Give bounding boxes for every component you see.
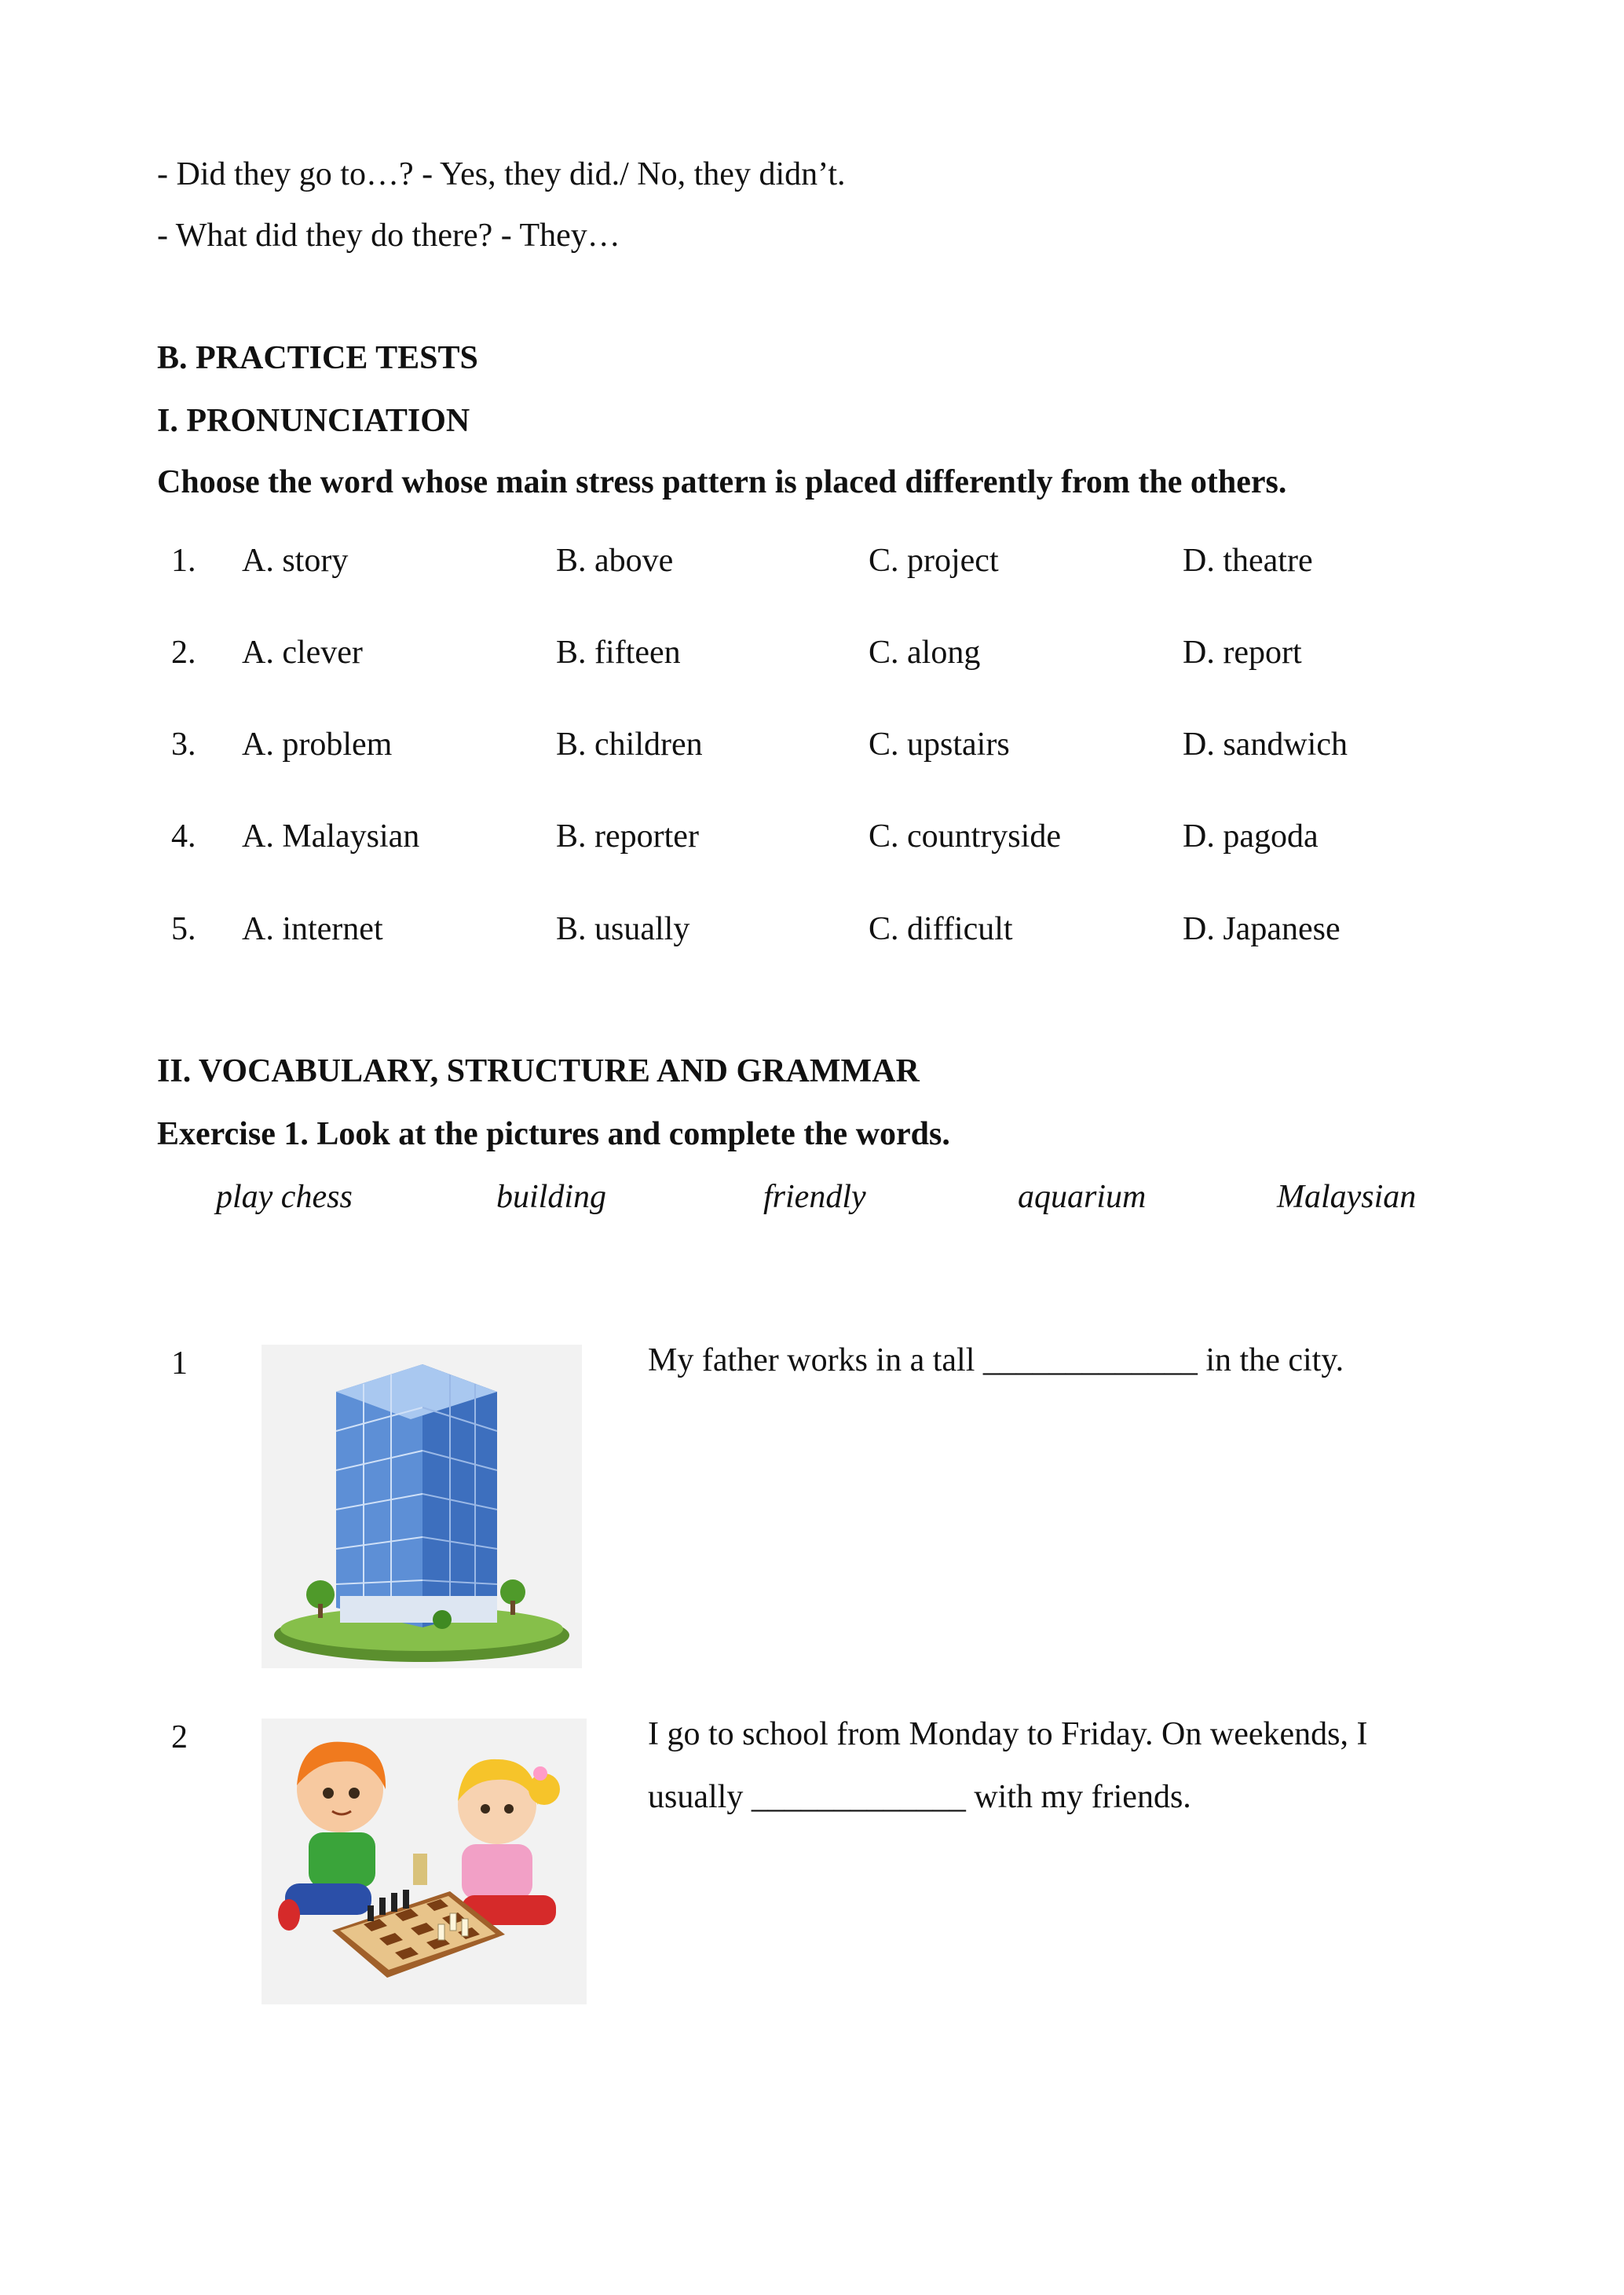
option-a: A. Malaysian bbox=[242, 818, 420, 855]
word-bank-item: friendly bbox=[763, 1179, 866, 1215]
question-number: 4. bbox=[171, 818, 196, 855]
option-b: B. children bbox=[556, 727, 703, 763]
pronunciation-instruction: Choose the word whose main stress pattern is placed differently from the others. bbox=[157, 464, 1287, 500]
question-number: 5. bbox=[171, 911, 196, 947]
option-b: B. usually bbox=[556, 911, 690, 947]
option-d: D. pagoda bbox=[1183, 818, 1319, 855]
option-b: B. reporter bbox=[556, 818, 699, 855]
exercise-item-number: 2 bbox=[171, 1719, 188, 1755]
option-c: C. along bbox=[869, 635, 981, 671]
exercise-item-text: I go to school from Monday to Friday. On weekends, I usually _____________ with my friends. bbox=[648, 1716, 1368, 1815]
option-d: D. report bbox=[1183, 635, 1302, 671]
intro-line-2: - What did they do there? - They… bbox=[157, 218, 620, 254]
option-c: C. countryside bbox=[869, 818, 1061, 855]
question-number: 2. bbox=[171, 635, 196, 671]
vocab-heading: II. VOCABULARY, STRUCTURE AND GRAMMAR bbox=[157, 1053, 920, 1089]
option-c: C. difficult bbox=[869, 911, 1013, 947]
option-a: A. internet bbox=[242, 911, 383, 947]
word-bank-item: aquarium bbox=[1018, 1179, 1147, 1215]
option-d: D. sandwich bbox=[1183, 727, 1348, 763]
option-a: A. story bbox=[242, 543, 349, 579]
option-b: B. above bbox=[556, 543, 674, 579]
section-b-heading: B. PRACTICE TESTS bbox=[157, 340, 478, 376]
option-c: C. upstairs bbox=[869, 727, 1010, 763]
exercise-item-text: My father works in a tall _____________ in the city. bbox=[648, 1342, 1344, 1378]
pronunciation-heading: I. PRONUNCIATION bbox=[157, 403, 470, 439]
option-d: D. Japanese bbox=[1183, 911, 1341, 947]
question-number: 3. bbox=[171, 727, 196, 763]
option-c: C. project bbox=[869, 543, 999, 579]
option-a: A. clever bbox=[242, 635, 363, 671]
question-number: 1. bbox=[171, 543, 196, 579]
exercise-item-number: 1 bbox=[171, 1345, 188, 1382]
word-bank-item: play chess bbox=[216, 1179, 353, 1215]
intro-line-1: - Did they go to…? - Yes, they did./ No, they didn’t. bbox=[157, 156, 846, 192]
option-b: B. fifteen bbox=[556, 635, 681, 671]
option-a: A. problem bbox=[242, 727, 393, 763]
exercise-1-title: Exercise 1. Look at the pictures and complete the words. bbox=[157, 1116, 950, 1152]
children-chess-picture bbox=[262, 1719, 587, 2004]
building-picture bbox=[262, 1345, 582, 1668]
word-bank-item: building bbox=[496, 1179, 607, 1215]
word-bank-item: Malaysian bbox=[1277, 1179, 1417, 1215]
option-d: D. theatre bbox=[1183, 543, 1313, 579]
